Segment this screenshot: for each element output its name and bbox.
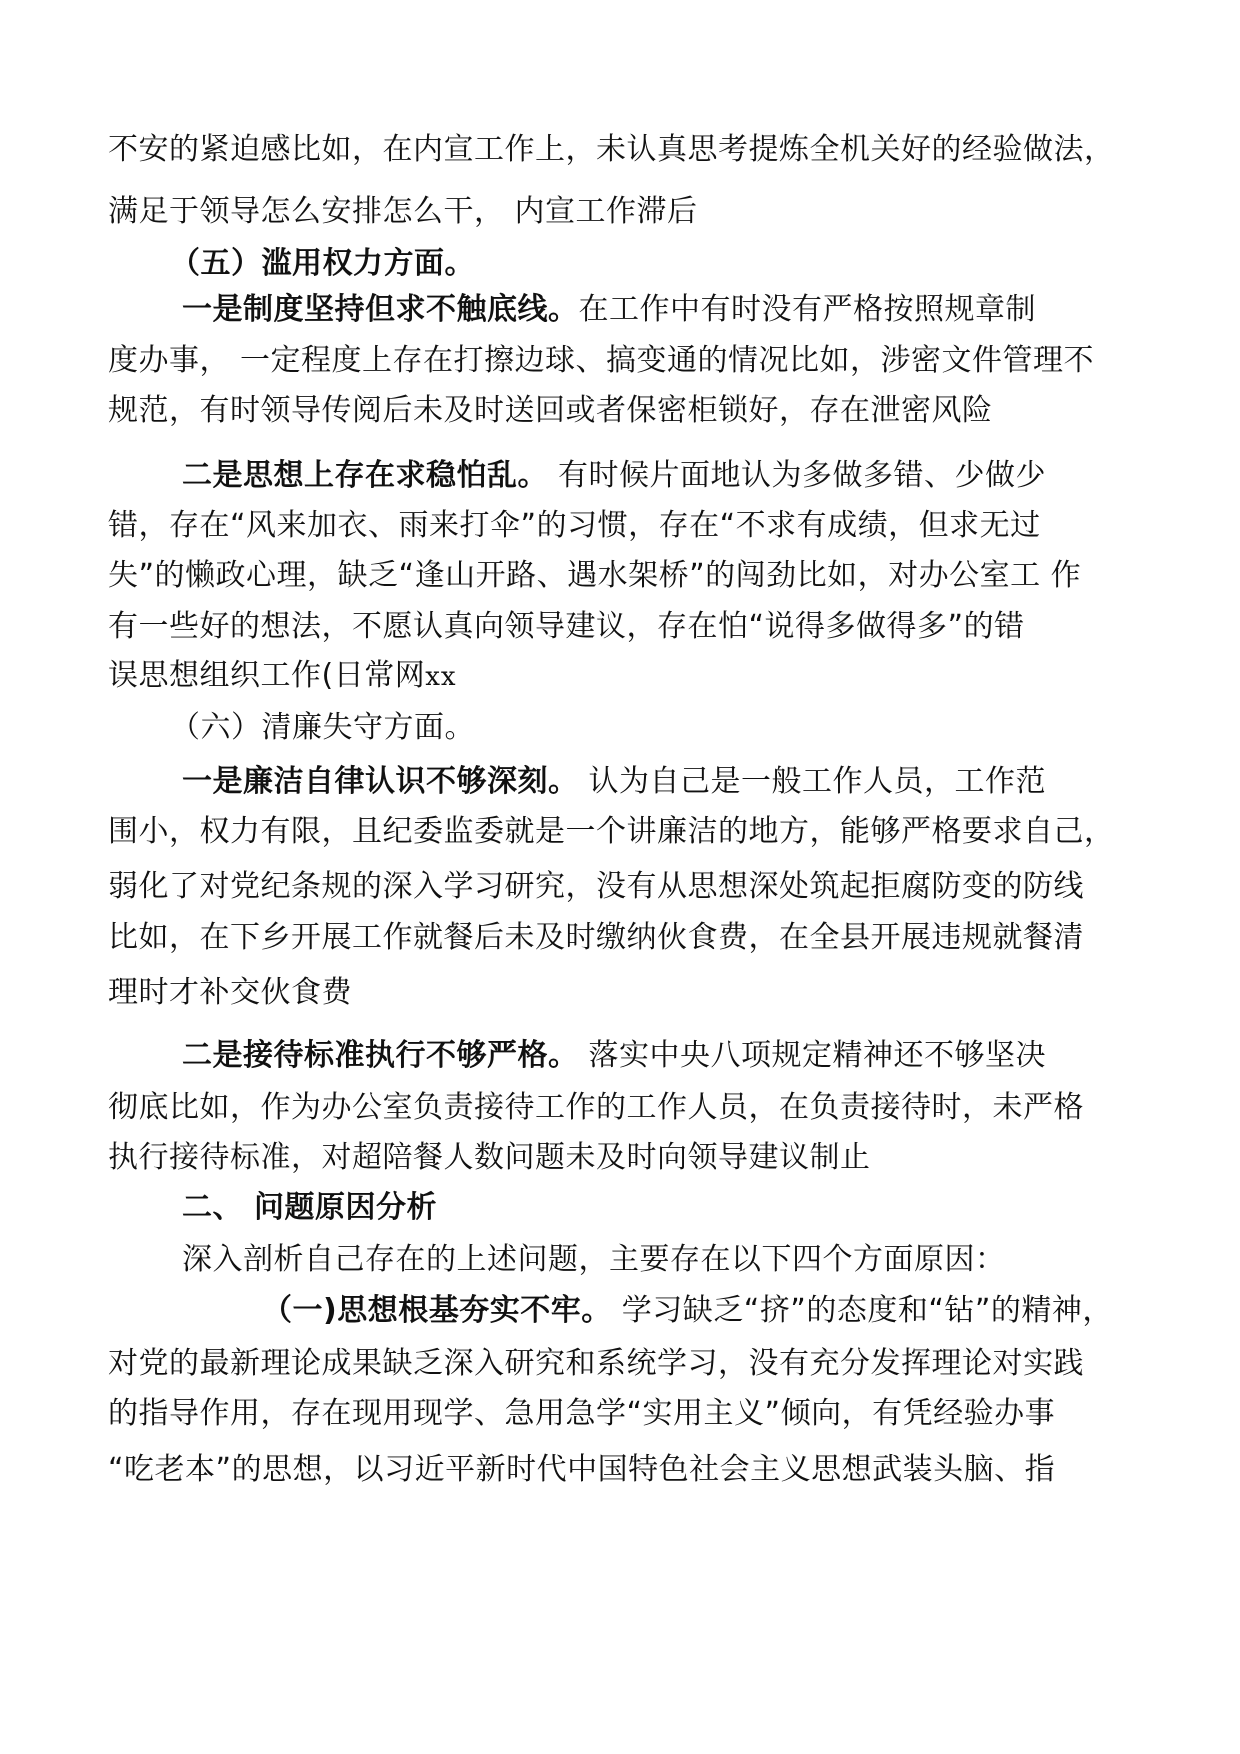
heading-text: （五）滥用权力方面。 bbox=[170, 246, 475, 281]
line-text: 满足于领导怎么安排怎么干， 内宣工作滞后 bbox=[108, 194, 698, 229]
line-text: 弱化了对党纪条规的深入学习研究，没有从思想深处筑起拒腐防变的防线 bbox=[108, 869, 1084, 904]
line-text: 比如，在下乡开展工作就餐后未及时缴纳伙食费，在全县开展违规就餐清 bbox=[108, 920, 1084, 955]
line-text: “吃老本”的思想，以习近平新时代中国特色社会主义思想武装头脑、指 bbox=[108, 1452, 1056, 1487]
body-line bbox=[182, 1240, 1006, 1280]
body-line bbox=[108, 1450, 1055, 1490]
body-line bbox=[108, 973, 352, 1013]
line-text: 认为自己是一般工作人员，工作范 bbox=[578, 764, 1047, 799]
line-text: 执行接待标准，对超陪餐人数问题未及时向领导建议制止 bbox=[108, 1140, 871, 1175]
section-heading-two bbox=[182, 1188, 437, 1228]
line-text: 落实中央八项规定精神还不够坚决 bbox=[578, 1038, 1047, 1073]
body-line bbox=[108, 556, 1081, 596]
body-line bbox=[108, 341, 1094, 381]
line-suffix: xx bbox=[425, 662, 457, 692]
lead-phrase: 二是思想上存在求稳怕乱。 bbox=[182, 458, 548, 493]
body-line bbox=[108, 867, 1084, 907]
section-heading-five bbox=[170, 244, 475, 284]
line-text: 围小，权力有限，且纪委监委就是一个讲廉洁的地方，能够严格要求自己， bbox=[108, 814, 1115, 849]
heading-text: （六）清廉失守方面。 bbox=[170, 710, 475, 745]
paragraph-start bbox=[182, 1036, 1046, 1076]
body-line bbox=[108, 391, 993, 431]
body-line bbox=[108, 1088, 1084, 1128]
lead-phrase: 二是接待标准执行不够严格。 bbox=[182, 1038, 579, 1073]
paragraph-start bbox=[182, 456, 1046, 496]
line-text: 规范，有时领导传阅后未及时送回或者保密柜锁好，存在泄密风险 bbox=[108, 393, 993, 428]
lead-phrase: 一是廉洁自律认识不够深刻。 bbox=[182, 764, 579, 799]
line-text: 失”的懒政心理，缺乏“逢山开路、遇水架桥”的闯劲比如，对办公室工 作 bbox=[108, 558, 1082, 593]
body-line bbox=[108, 656, 457, 697]
body-line bbox=[108, 607, 1025, 647]
body-line bbox=[108, 506, 1041, 546]
section-heading-six bbox=[170, 708, 475, 748]
line-text: 学习缺乏“挤”的态度和“钻”的精神， bbox=[611, 1293, 1113, 1328]
body-line bbox=[108, 192, 698, 232]
body-line bbox=[108, 130, 1115, 170]
line-text: 深入剖析自己存在的上述问题，主要存在以下四个方面原因： bbox=[182, 1242, 1006, 1277]
line-text: 的指导作用，存在现用现学、急用急学“实用主义”倾向，有凭经验办事 bbox=[108, 1396, 1056, 1431]
line-text: 度办事， 一定程度上存在打擦边球、搞变通的情况比如，涉密文件管理不 bbox=[108, 343, 1095, 378]
line-text: 有一些好的想法，不愿认真向领导建议，存在怕“说得多做得多”的错 bbox=[108, 609, 1025, 644]
line-text: 有时候片面地认为多做多错、少做少 bbox=[548, 458, 1047, 493]
line-text: 在工作中有时没有严格按照规章制 bbox=[578, 292, 1036, 327]
line-text: 误思想组织工作(日常网 bbox=[108, 658, 426, 693]
paragraph-start bbox=[262, 1291, 1113, 1331]
heading-text: 二、 问题原因分析 bbox=[182, 1190, 437, 1225]
line-text: 理时才补交伙食费 bbox=[108, 975, 352, 1010]
paragraph-start bbox=[182, 762, 1046, 802]
line-text: 错，存在“风来加衣、雨来打伞”的习惯，存在“不求有成绩，但求无过 bbox=[108, 508, 1041, 543]
line-text: 对党的最新理论成果缺乏深入研究和系统学习，没有充分发挥理论对实践 bbox=[108, 1346, 1084, 1381]
line-text: 彻底比如，作为办公室负责接待工作的工作人员，在负责接待时，未严格 bbox=[108, 1090, 1084, 1125]
lead-phrase: （一)思想根基夯实不牢。 bbox=[262, 1293, 612, 1328]
body-line bbox=[108, 812, 1115, 852]
line-text: 不安的紧迫感比如，在内宣工作上，未认真思考提炼全机关好的经验做法， bbox=[108, 132, 1115, 167]
body-line bbox=[108, 1344, 1084, 1384]
paragraph-start bbox=[182, 290, 1036, 330]
body-line bbox=[108, 1394, 1055, 1434]
lead-phrase: 一是制度坚持但求不触底线。 bbox=[182, 292, 579, 327]
body-line bbox=[108, 1138, 871, 1178]
body-line bbox=[108, 918, 1084, 958]
